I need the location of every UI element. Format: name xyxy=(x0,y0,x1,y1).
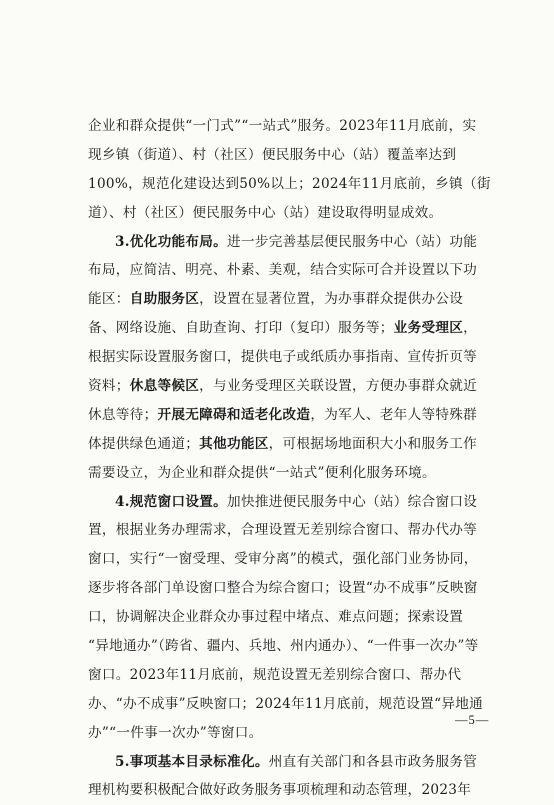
text-segment: 布局，应简洁、明亮、朴素、美观，结合实际可合并设置以下功 xyxy=(88,262,478,279)
text-segment: ，与业务受理区关联设置，方便办事群众就近 xyxy=(199,378,478,395)
text-line xyxy=(88,401,482,430)
text-segment: 进一步完善基层便民服务中心（站）功能 xyxy=(227,233,478,250)
bold-text-segment: 休息等候区 xyxy=(129,378,200,395)
text-segment: 备、网络设施、自助查询、打印（复印）服务等； xyxy=(88,320,394,337)
text-line xyxy=(88,372,482,401)
text-line xyxy=(88,459,482,488)
text-segment: ，可根据场地面积大小和服务工作 xyxy=(268,435,478,452)
bold-text-segment: 3.优化功能布局。 xyxy=(115,233,228,250)
text-segment: 道）、村（社区）便民服务中心（站）建设取得明显成效。 xyxy=(88,204,443,221)
text-line xyxy=(88,430,482,459)
page-number: —5— xyxy=(455,713,490,727)
text-line xyxy=(88,112,482,141)
text-segment: 置，根据业务办理需求，合理设置无差别综合窗口、帮办代办等 xyxy=(88,522,478,539)
text-segment: “异地通办”（跨省、疆内、兵地、州内通办）、“一件事一次办”等 xyxy=(88,638,479,655)
text-segment: 口，协调解决企业群众办事过程中堵点、难点问题；探索设置 xyxy=(88,609,464,626)
text-segment: 现乡镇（街道）、村（社区）便民服务中心（站）覆盖率达到 xyxy=(88,146,457,163)
text-segment: 窗口。2023年11月底前，规范设置无差别综合窗口、帮办代 xyxy=(88,666,462,683)
text-segment: 理机构要积极配合做好政务服务事项梳理和动态管理，2023年 xyxy=(88,782,472,799)
text-line xyxy=(88,170,491,199)
text-segment: 州直有关部门和各县市政务服务管 xyxy=(268,753,478,770)
text-line xyxy=(88,776,482,805)
text-segment: 根据实际设置服务窗口，提供电子或纸质办事指南、宣传折页等 xyxy=(88,349,478,366)
text-line xyxy=(88,314,482,343)
bold-text-segment: 4.规范窗口设置。 xyxy=(115,493,228,510)
text-segment: 加快推进便民服务中心（站）综合窗口设 xyxy=(227,493,478,510)
text-line xyxy=(88,516,482,545)
bold-text-segment: 业务受理区 xyxy=(393,320,464,337)
text-line xyxy=(88,574,482,603)
text-line xyxy=(88,228,482,257)
text-line xyxy=(88,545,482,574)
text-segment: 窗口，实行“一窗受理、受审分离”的模式，强化部门业务协同， xyxy=(88,551,478,568)
text-line xyxy=(88,661,482,690)
bold-text-segment: 开展无障碍和适老化改造 xyxy=(157,406,311,423)
text-line xyxy=(88,256,482,285)
text-segment: 逐步将各部门单设窗口整合为综合窗口；设置“办不成事”反映窗 xyxy=(88,580,478,597)
text-line xyxy=(88,748,482,777)
text-line xyxy=(88,603,482,632)
text-line xyxy=(88,141,482,170)
text-segment: 能区： xyxy=(88,291,130,308)
text-segment: 体提供绿色通道； xyxy=(88,435,200,452)
text-line xyxy=(88,719,482,748)
text-segment: ， xyxy=(463,320,478,337)
bold-text-segment: 5.事项基本目录标准化。 xyxy=(115,753,269,770)
text-segment: 企业和群众提供“一门式”“一站式”服务。2023年11月底前，实 xyxy=(88,118,477,134)
text-line xyxy=(88,199,482,228)
text-segment: 办、“办不成事”反映窗口；2024年11月底前，规范设置“异地通 xyxy=(88,695,483,712)
bold-text-segment: 其他功能区 xyxy=(199,435,269,452)
text-segment: ，为军人、老年人等特殊群 xyxy=(310,406,478,423)
text-segment: 需要设立，为企业和群众提供“一站式”便利化服务环境。 xyxy=(88,464,436,481)
text-line xyxy=(88,488,482,517)
body-text xyxy=(88,112,491,805)
text-segment: 资料； xyxy=(88,378,130,395)
text-segment: 休息等待； xyxy=(88,406,158,423)
text-segment: 办”“一件事一次办”等窗口。 xyxy=(88,724,263,741)
text-segment: ，设置在显著位置，为办事群众提供办公设 xyxy=(199,291,464,308)
text-line xyxy=(88,285,482,314)
text-line xyxy=(88,632,482,661)
text-line xyxy=(88,343,482,372)
text-segment: 100%，规范化建设达到50%以上；2024年11月底前，乡镇（街 xyxy=(88,175,491,192)
text-line xyxy=(88,690,482,719)
bold-text-segment: 自助服务区 xyxy=(129,291,200,308)
